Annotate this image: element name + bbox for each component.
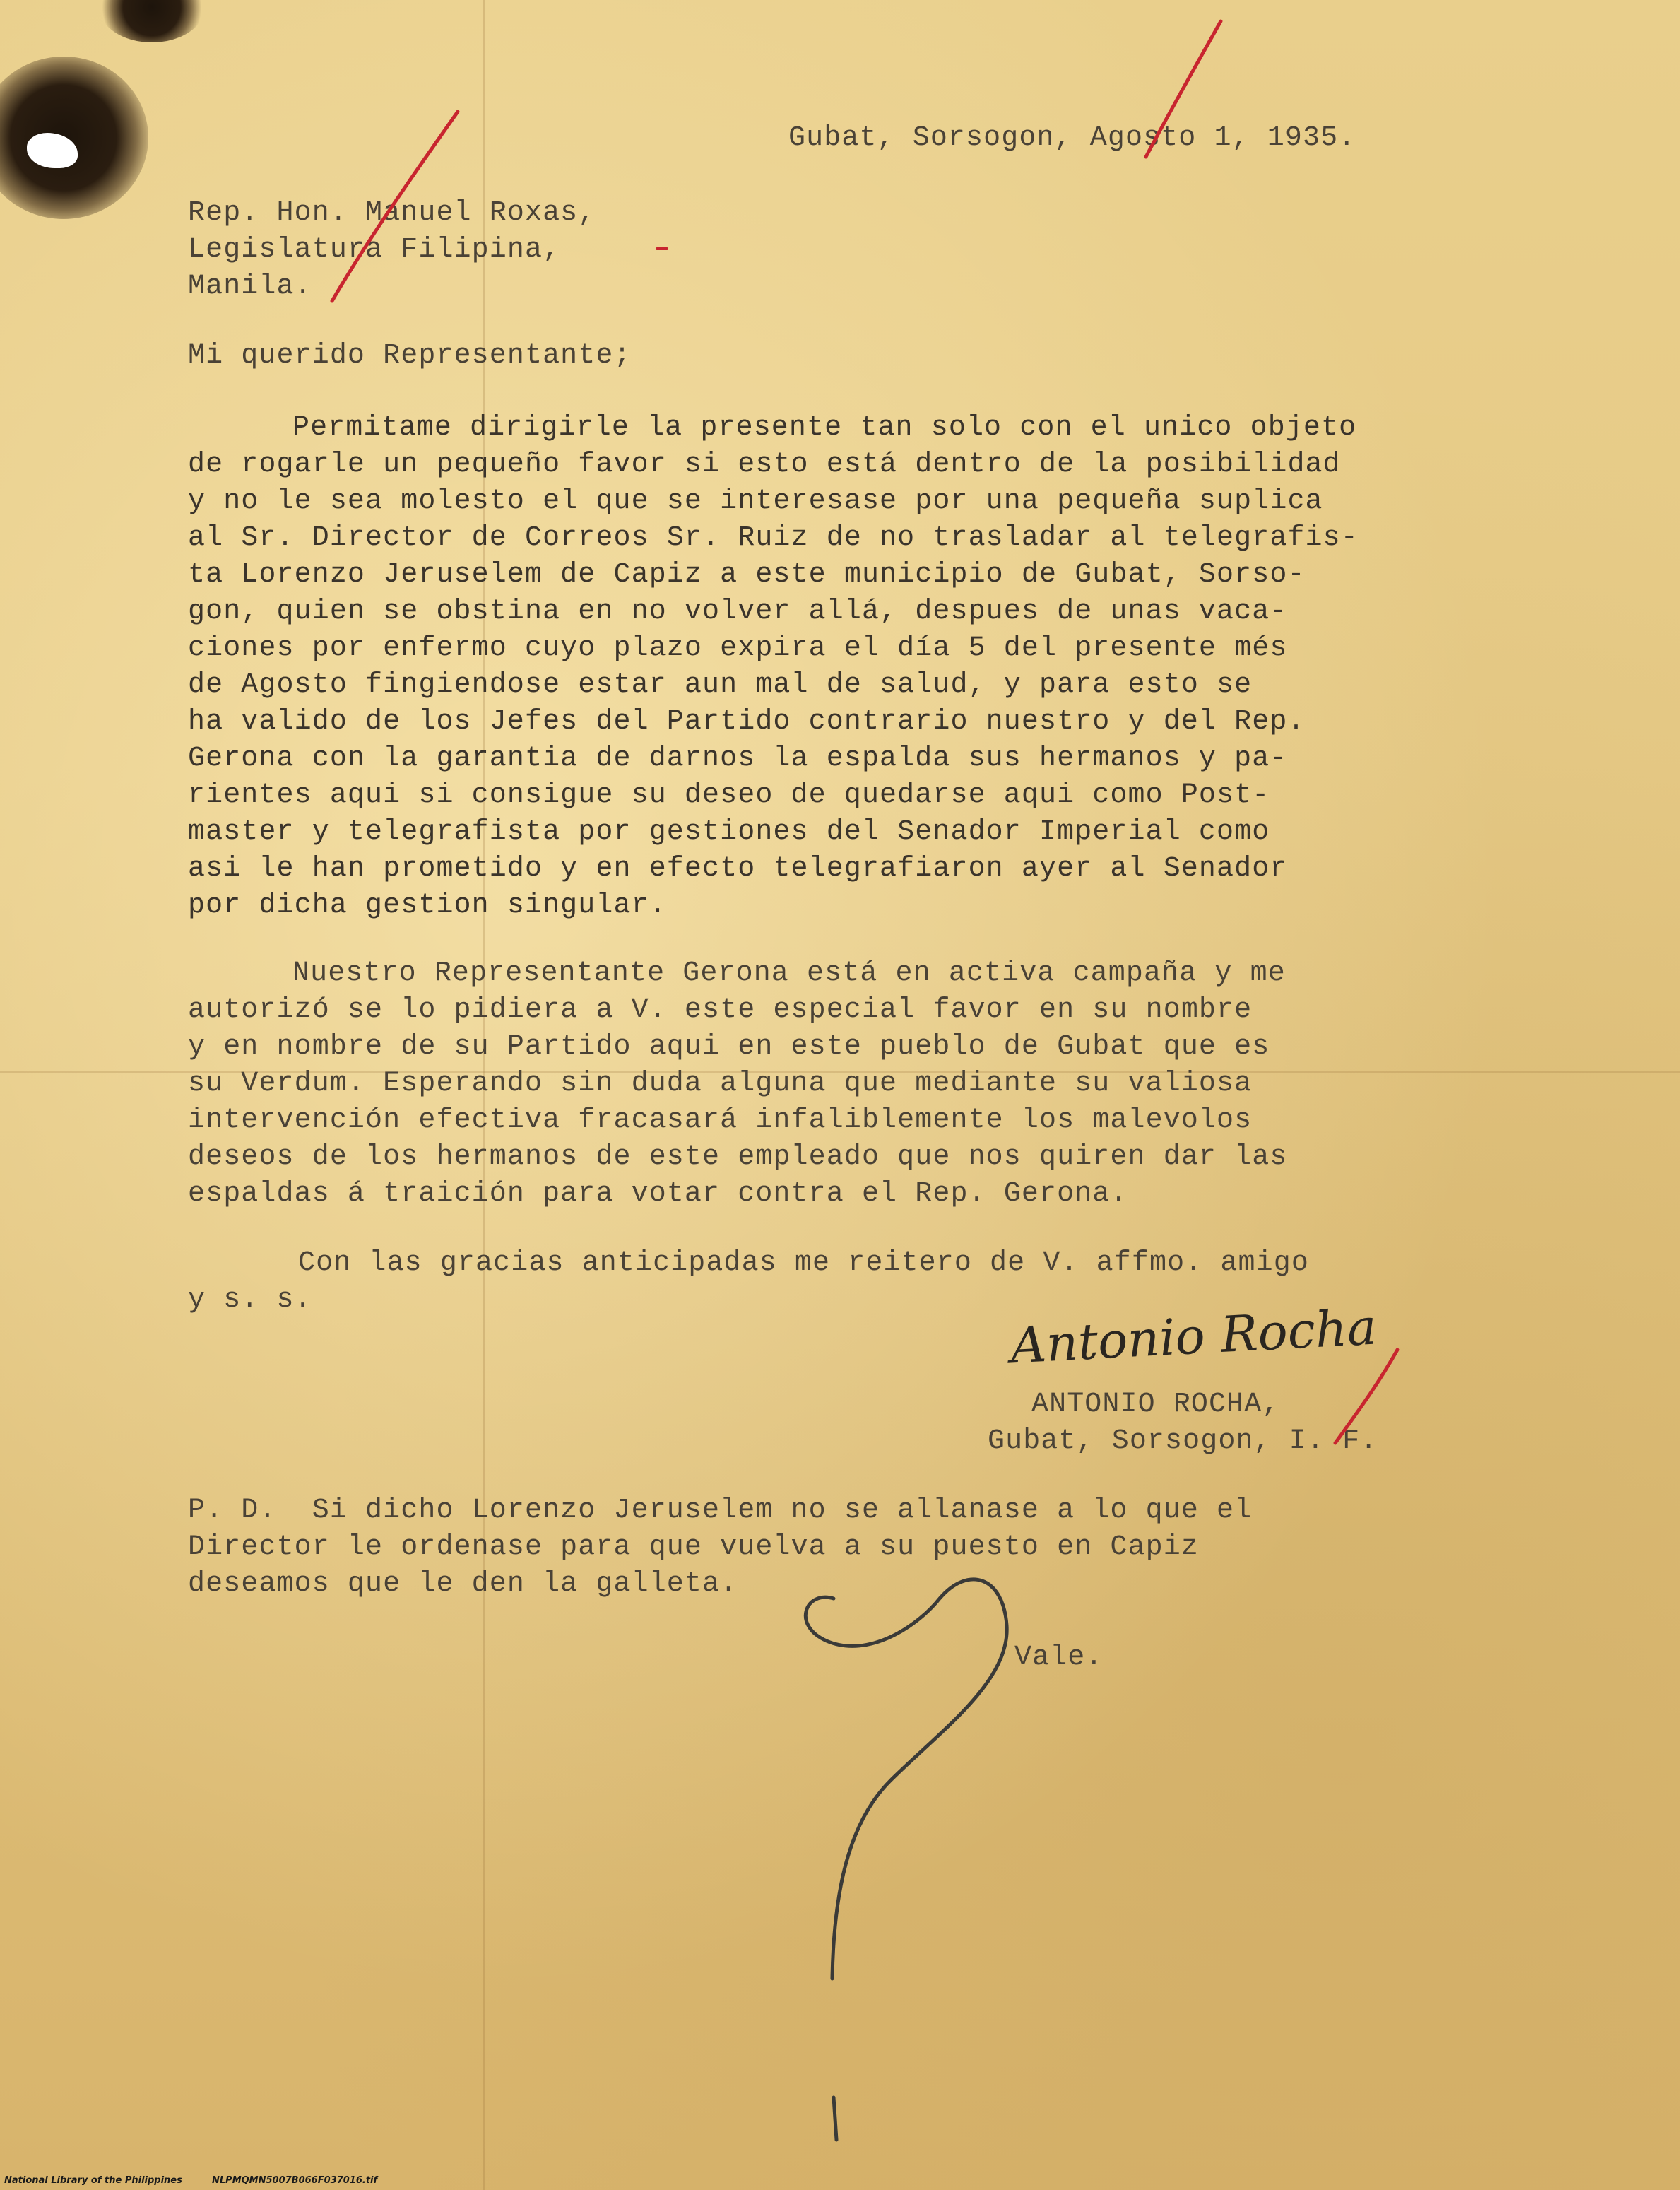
date-line: Gubat, Sorsogon, Agosto 1, 1935.	[788, 122, 1356, 154]
paragraph1-line: asi le han prometido y en efecto telegrafiaron ayer al Senador	[188, 853, 1288, 885]
paragraph2-line: intervención efectiva fracasará infaliblemente los malevolos	[188, 1105, 1253, 1136]
paragraph1-line: Permitame dirigirle la presente tan solo con el unico objeto	[292, 412, 1357, 444]
addressee-line-3: Manila.	[188, 271, 312, 302]
paragraph2-line: Nuestro Representante Gerona está en activa campaña y me	[292, 958, 1286, 989]
paragraph2-line: y en nombre de su Partido aqui en este pueblo de Gubat que es	[188, 1031, 1270, 1063]
question-mark-dot	[834, 2097, 836, 2140]
footer-library: National Library of the Philippines	[4, 2175, 182, 2186]
red-tick-signer	[1335, 1350, 1397, 1443]
signer-name: ANTONIO ROCHA,	[1031, 1389, 1280, 1420]
closing-line-1: Con las gracias anticipadas me reitero de V. affmo. amigo	[298, 1247, 1309, 1279]
signer-place: Gubat, Sorsogon, I. F.	[988, 1425, 1378, 1457]
vale-line: Vale.	[1014, 1642, 1104, 1673]
paragraph1-line: Gerona con la garantia de darnos la espalda sus hermanos y pa-	[188, 743, 1288, 775]
paragraph1-line: por dicha gestion singular.	[188, 890, 667, 922]
postscript-line-2: Director le ordenase para que vuelva a su puesto en Capiz	[188, 1531, 1199, 1563]
paragraph1-line: y no le sea molesto el que se interesase por una pequeña suplica	[188, 485, 1323, 517]
postscript-line-1: P. D. Si dicho Lorenzo Jeruselem no se allanase a lo que el	[188, 1495, 1253, 1526]
paragraph1-line: al Sr. Director de Correos Sr. Ruiz de no trasladar al telegrafis-	[188, 522, 1359, 554]
question-mark-curve	[805, 1579, 1007, 1979]
footer-file-id: NLPMQMN5007B066F037016.tif	[212, 2175, 378, 2186]
paragraph1-line: gon, quien se obstina en no volver allá, despues de unas vaca-	[188, 596, 1288, 628]
paragraph2-line: su Verdum. Esperando sin duda alguna que mediante su valiosa	[188, 1068, 1253, 1100]
paragraph1-line: rientes aqui si consigue su deseo de quedarse aqui como Post-	[188, 779, 1270, 811]
paragraph1-line: de rogarle un pequeño favor si esto está dentro de la posibilidad	[188, 449, 1341, 481]
handwritten-signature: Antonio Rocha	[1009, 1297, 1378, 1375]
paragraph1-line: ta Lorenzo Jeruselem de Capiz a este municipio de Gubat, Sorso-	[188, 559, 1306, 591]
addressee-line-2: Legislatura Filipina,	[188, 234, 561, 266]
paragraph1-line: de Agosto fingiendose estar aun mal de salud, y para esto se	[188, 669, 1253, 701]
addressee-line-1: Rep. Hon. Manuel Roxas,	[188, 197, 596, 229]
closing-line-2: y s. s.	[188, 1284, 312, 1316]
red-tick-address	[332, 112, 458, 301]
paragraph1-line: ciones por enfermo cuyo plazo expira el día 5 del presente més	[188, 632, 1288, 664]
postscript-line-3: deseamos que le den la galleta.	[188, 1568, 738, 1600]
paragraph2-line: espaldas á traición para votar contra el Rep. Gerona.	[188, 1178, 1128, 1210]
paragraph2-line: autorizó se lo pidiera a V. este especial favor en su nombre	[188, 994, 1253, 1026]
salutation: Mi querido Representante;	[188, 340, 632, 372]
paragraph1-line: master y telegrafista por gestiones del Senador Imperial como	[188, 816, 1270, 848]
paragraph1-line: ha valido de los Jefes del Partido contrario nuestro y del Rep.	[188, 706, 1306, 738]
red-tick-date	[1146, 21, 1221, 157]
paragraph2-line: deseos de los hermanos de este empleado que nos quiren dar las	[188, 1141, 1288, 1173]
